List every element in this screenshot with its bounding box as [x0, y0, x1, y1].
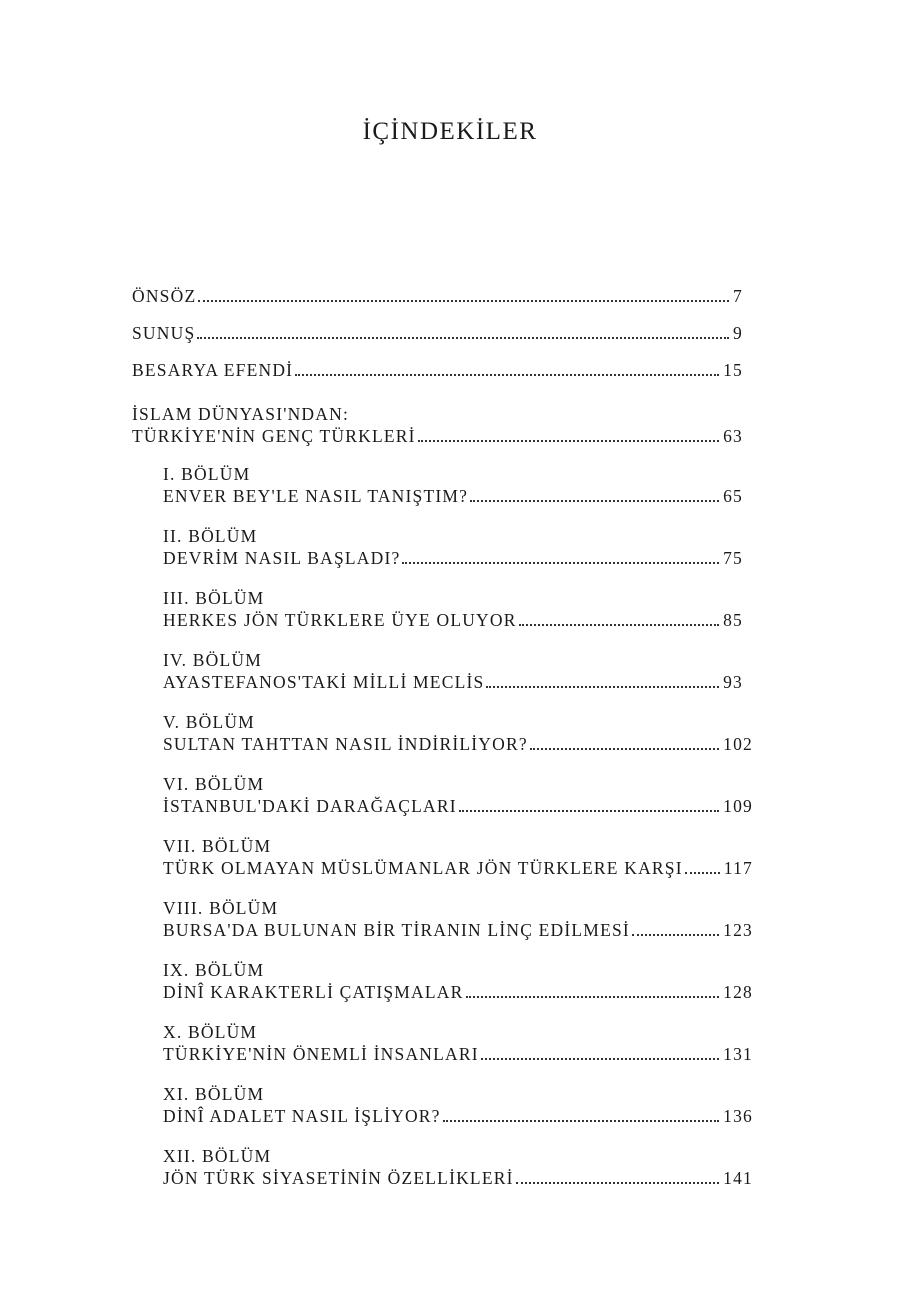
toc-chapter[interactable]	[163, 711, 753, 755]
chapter-number: VIII. BÖLÜM	[163, 898, 279, 918]
toc-page-number: 9	[733, 323, 743, 343]
toc-page-number: 141	[723, 1168, 753, 1188]
dot-leader	[516, 1181, 720, 1184]
dot-leader	[519, 623, 720, 626]
dot-leader	[685, 871, 720, 874]
chapter-title: SULTAN TAHTTAN NASIL İNDİRİLİYOR?	[163, 734, 528, 754]
toc-entry-sunus[interactable]	[132, 322, 743, 344]
toc-page-number: 85	[723, 610, 743, 630]
toc-page-number: 117	[723, 858, 753, 878]
toc-entry-onsoz[interactable]	[132, 285, 743, 307]
toc-page-number: 93	[723, 672, 743, 692]
dot-leader	[443, 1119, 720, 1122]
toc-chapter[interactable]	[163, 897, 753, 941]
dot-leader	[486, 685, 719, 688]
chapter-title: DEVRİM NASIL BAŞLADI?	[163, 548, 401, 568]
chapter-title: DİNÎ KARAKTERLİ ÇATIŞMALAR	[163, 982, 464, 1002]
chapter-title: HERKES JÖN TÜRKLERE ÜYE OLUYOR	[163, 610, 517, 630]
chapter-title: JÖN TÜRK SİYASETİNİN ÖZELLİKLERİ	[163, 1168, 514, 1188]
toc-page-number: 131	[723, 1044, 753, 1064]
toc-chapter[interactable]	[163, 835, 753, 879]
chapter-number: III. BÖLÜM	[163, 588, 265, 608]
dot-leader	[481, 1057, 719, 1060]
toc-page-number: 128	[723, 982, 753, 1002]
toc-chapter[interactable]	[163, 649, 743, 693]
toc-chapter[interactable]	[163, 773, 753, 817]
chapter-number: IV. BÖLÜM	[163, 650, 262, 670]
toc-page-number: 136	[723, 1106, 753, 1126]
toc-chapter[interactable]	[163, 525, 743, 569]
toc-page-number: 102	[723, 734, 753, 754]
chapter-number: XII. BÖLÜM	[163, 1146, 272, 1166]
dot-leader	[466, 995, 720, 998]
dot-leader	[198, 299, 729, 302]
chapter-number: IX. BÖLÜM	[163, 960, 265, 980]
part-title-line1: İSLAM DÜNYASI'NDAN:	[132, 404, 350, 424]
dot-leader	[402, 561, 719, 564]
toc-entry-label: ÖNSÖZ	[132, 286, 197, 306]
chapter-title: İSTANBUL'DAKİ DARAĞAÇLARI	[163, 796, 457, 816]
toc-chapter[interactable]	[163, 1083, 753, 1127]
toc-chapter[interactable]	[163, 463, 743, 507]
dot-leader	[295, 373, 719, 376]
table-of-contents	[132, 285, 753, 1207]
chapter-number: X. BÖLÜM	[163, 1022, 258, 1042]
toc-chapter[interactable]	[163, 587, 743, 631]
chapter-number: XI. BÖLÜM	[163, 1084, 265, 1104]
chapter-number: II. BÖLÜM	[163, 526, 258, 546]
dot-leader	[530, 747, 719, 750]
toc-page-number: 15	[723, 360, 743, 380]
chapter-title: TÜRK OLMAYAN MÜSLÜMANLAR JÖN TÜRKLERE KARŞI	[163, 858, 683, 878]
part-title-line2: TÜRKİYE'NİN GENÇ TÜRKLERİ	[132, 426, 416, 446]
toc-entry-besarya-efendi[interactable]	[132, 359, 743, 381]
chapter-title: BURSA'DA BULUNAN BİR TİRANIN LİNÇ EDİLMESİ	[163, 920, 630, 940]
toc-part-heading[interactable]	[132, 403, 743, 447]
chapter-title: DİNÎ ADALET NASIL İŞLİYOR?	[163, 1106, 441, 1126]
chapter-number: I. BÖLÜM	[163, 464, 251, 484]
dot-leader	[470, 499, 719, 502]
dot-leader	[418, 439, 719, 442]
toc-chapter[interactable]	[163, 1145, 753, 1189]
chapter-title: TÜRKİYE'NİN ÖNEMLİ İNSANLARI	[163, 1044, 479, 1064]
chapter-number: VI. BÖLÜM	[163, 774, 265, 794]
toc-page-number: 7	[733, 286, 743, 306]
chapter-title: ENVER BEY'LE NASIL TANIŞTIM?	[163, 486, 469, 506]
toc-page-number: 109	[723, 796, 753, 816]
dot-leader	[459, 809, 719, 812]
page-title: İÇİNDEKİLER	[362, 118, 538, 145]
toc-entry-label: BESARYA EFENDİ	[132, 360, 294, 380]
toc-chapter[interactable]	[163, 1021, 753, 1065]
toc-entry-label: SUNUŞ	[132, 323, 196, 343]
toc-page-number: 75	[723, 548, 743, 568]
toc-page-number: 63	[723, 426, 743, 446]
dot-leader	[197, 336, 729, 339]
toc-page-number: 123	[723, 920, 753, 940]
toc-chapter[interactable]	[163, 959, 753, 1003]
chapter-title: AYASTEFANOS'TAKİ MİLLİ MECLİS	[163, 672, 485, 692]
dot-leader	[632, 933, 719, 936]
chapter-number: VII. BÖLÜM	[163, 836, 272, 856]
chapter-number: V. BÖLÜM	[163, 712, 255, 732]
toc-page-number: 65	[723, 486, 743, 506]
